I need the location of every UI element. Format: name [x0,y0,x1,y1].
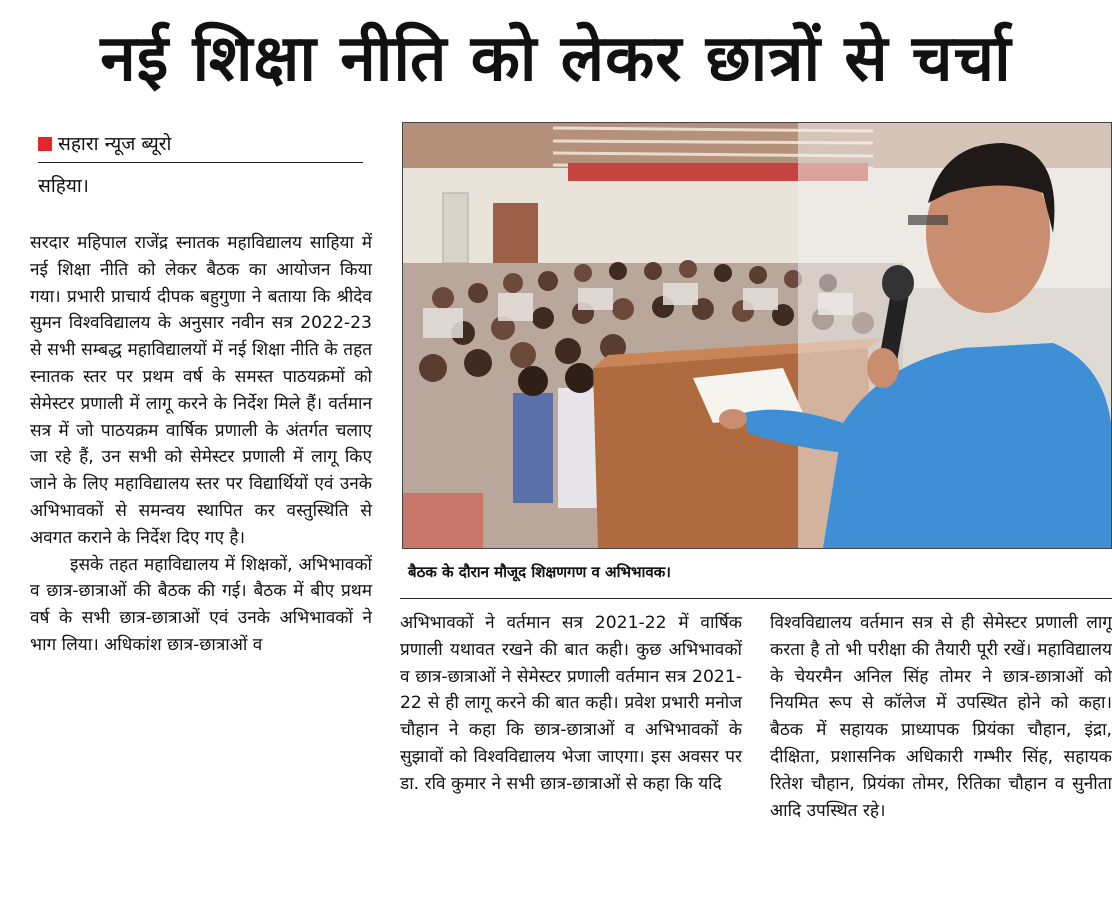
byline [38,132,363,163]
article-column-1 [30,230,372,659]
article-column-2 [400,610,742,798]
byline-text: सहारा न्यूज ब्यूरो [58,133,172,155]
headline: नई शिक्षा नीति को लेकर छात्रों से चर्चा [100,22,1012,96]
news-photo [402,122,1112,549]
paragraph: इसके तहत महाविद्यालय में शिक्षकों, अभिभावकों व छात्र-छात्राओं की बैठक की गई। बैठक में बीए प्रथम वर्ष के सभी छात्र-छात्राओं एवं उनके अभिभावकों ने भाग लिया। अधिकांश छात्र-छात्राओं व [30,554,372,655]
dateline: सहिया। [38,175,89,197]
paragraph: अभिभावकों ने वर्तमान सत्र 2021-22 में वार्षिक प्रणाली यथावत रखने की बात कही। कुछ अभिभावकों व छात्र-छात्राओं ने सेमेस्टर प्रणाली वर्तमान सत्र 2021-22 से ही लागू करने की बात कही। प्रवेश प्रभारी मनोज चौहान ने कहा कि छात्र-छात्राओं व अभिभावकों के सुझावों को विश्वविद्यालय भेजा जाएगा। इस अवसर पर डा. रवि कुमार ने सभी छात्र-छात्राओं से कहा कि यदि [400,613,742,794]
article-column-3 [770,610,1112,824]
paragraph: सरदार महिपाल राजेंद्र स्नातक महाविद्यालय साहिया में नई शिक्षा नीति को लेकर बैठक का आयोजन किया गया। प्रभारी प्राचार्य दीपक बहुगुणा ने बताया कि श्रीदेव सुमन विश्वविद्यालय के अनुसार नवीन सत्र 2022-23 से सभी सम्बद्ध महाविद्यालयों में नई शिक्षा नीति के तहत स्नातक स्तर पर प्रथम वर्ष के समस्त पाठयक्रमों को सेमेस्टर प्रणाली में लागू करने के निर्देश मिले हैं। वर्तमान सत्र में जो पाठयक्रम वार्षिक प्रणाली के अंतर्गत चलाए जा रहे हैं, उन सभी को सेमेस्टर प्रणाली में लागू किए जाने के लिए महाविद्यालय स्तर पर विद्यार्थियों एवं उनके अभिभावकों से समन्वय स्थापित कर वस्तुस्थिति से अवगत कराने के निर्देश दिए गए है। [30,233,372,548]
paragraph: विश्वविद्यालय वर्तमान सत्र से ही सेमेस्टर प्रणाली लागू करता है तो भी परीक्षा की तैयारी पूरी रखें। महाविद्यालय के चेयरमैन अनिल सिंह तोमर ने छात्र-छात्राओं को नियमित रूप से कॉलेज में उपस्थित होने को कहा। बैठक में सहायक प्राध्यापक प्रियंका चौहान, इंद्रा, दीक्षिता, प्रशासनिक अधिकारी गम्भीर सिंह, सहायक रितेश चौहान, प्रियंका तोमर, रितिका चौहान व सुनीता आदि उपस्थित रहे। [770,613,1112,821]
photo-caption: बैठक के दौरान मौजूद शिक्षणगण व अभिभावक। [408,563,671,581]
red-square-icon [38,137,52,151]
column-divider [400,598,1112,599]
